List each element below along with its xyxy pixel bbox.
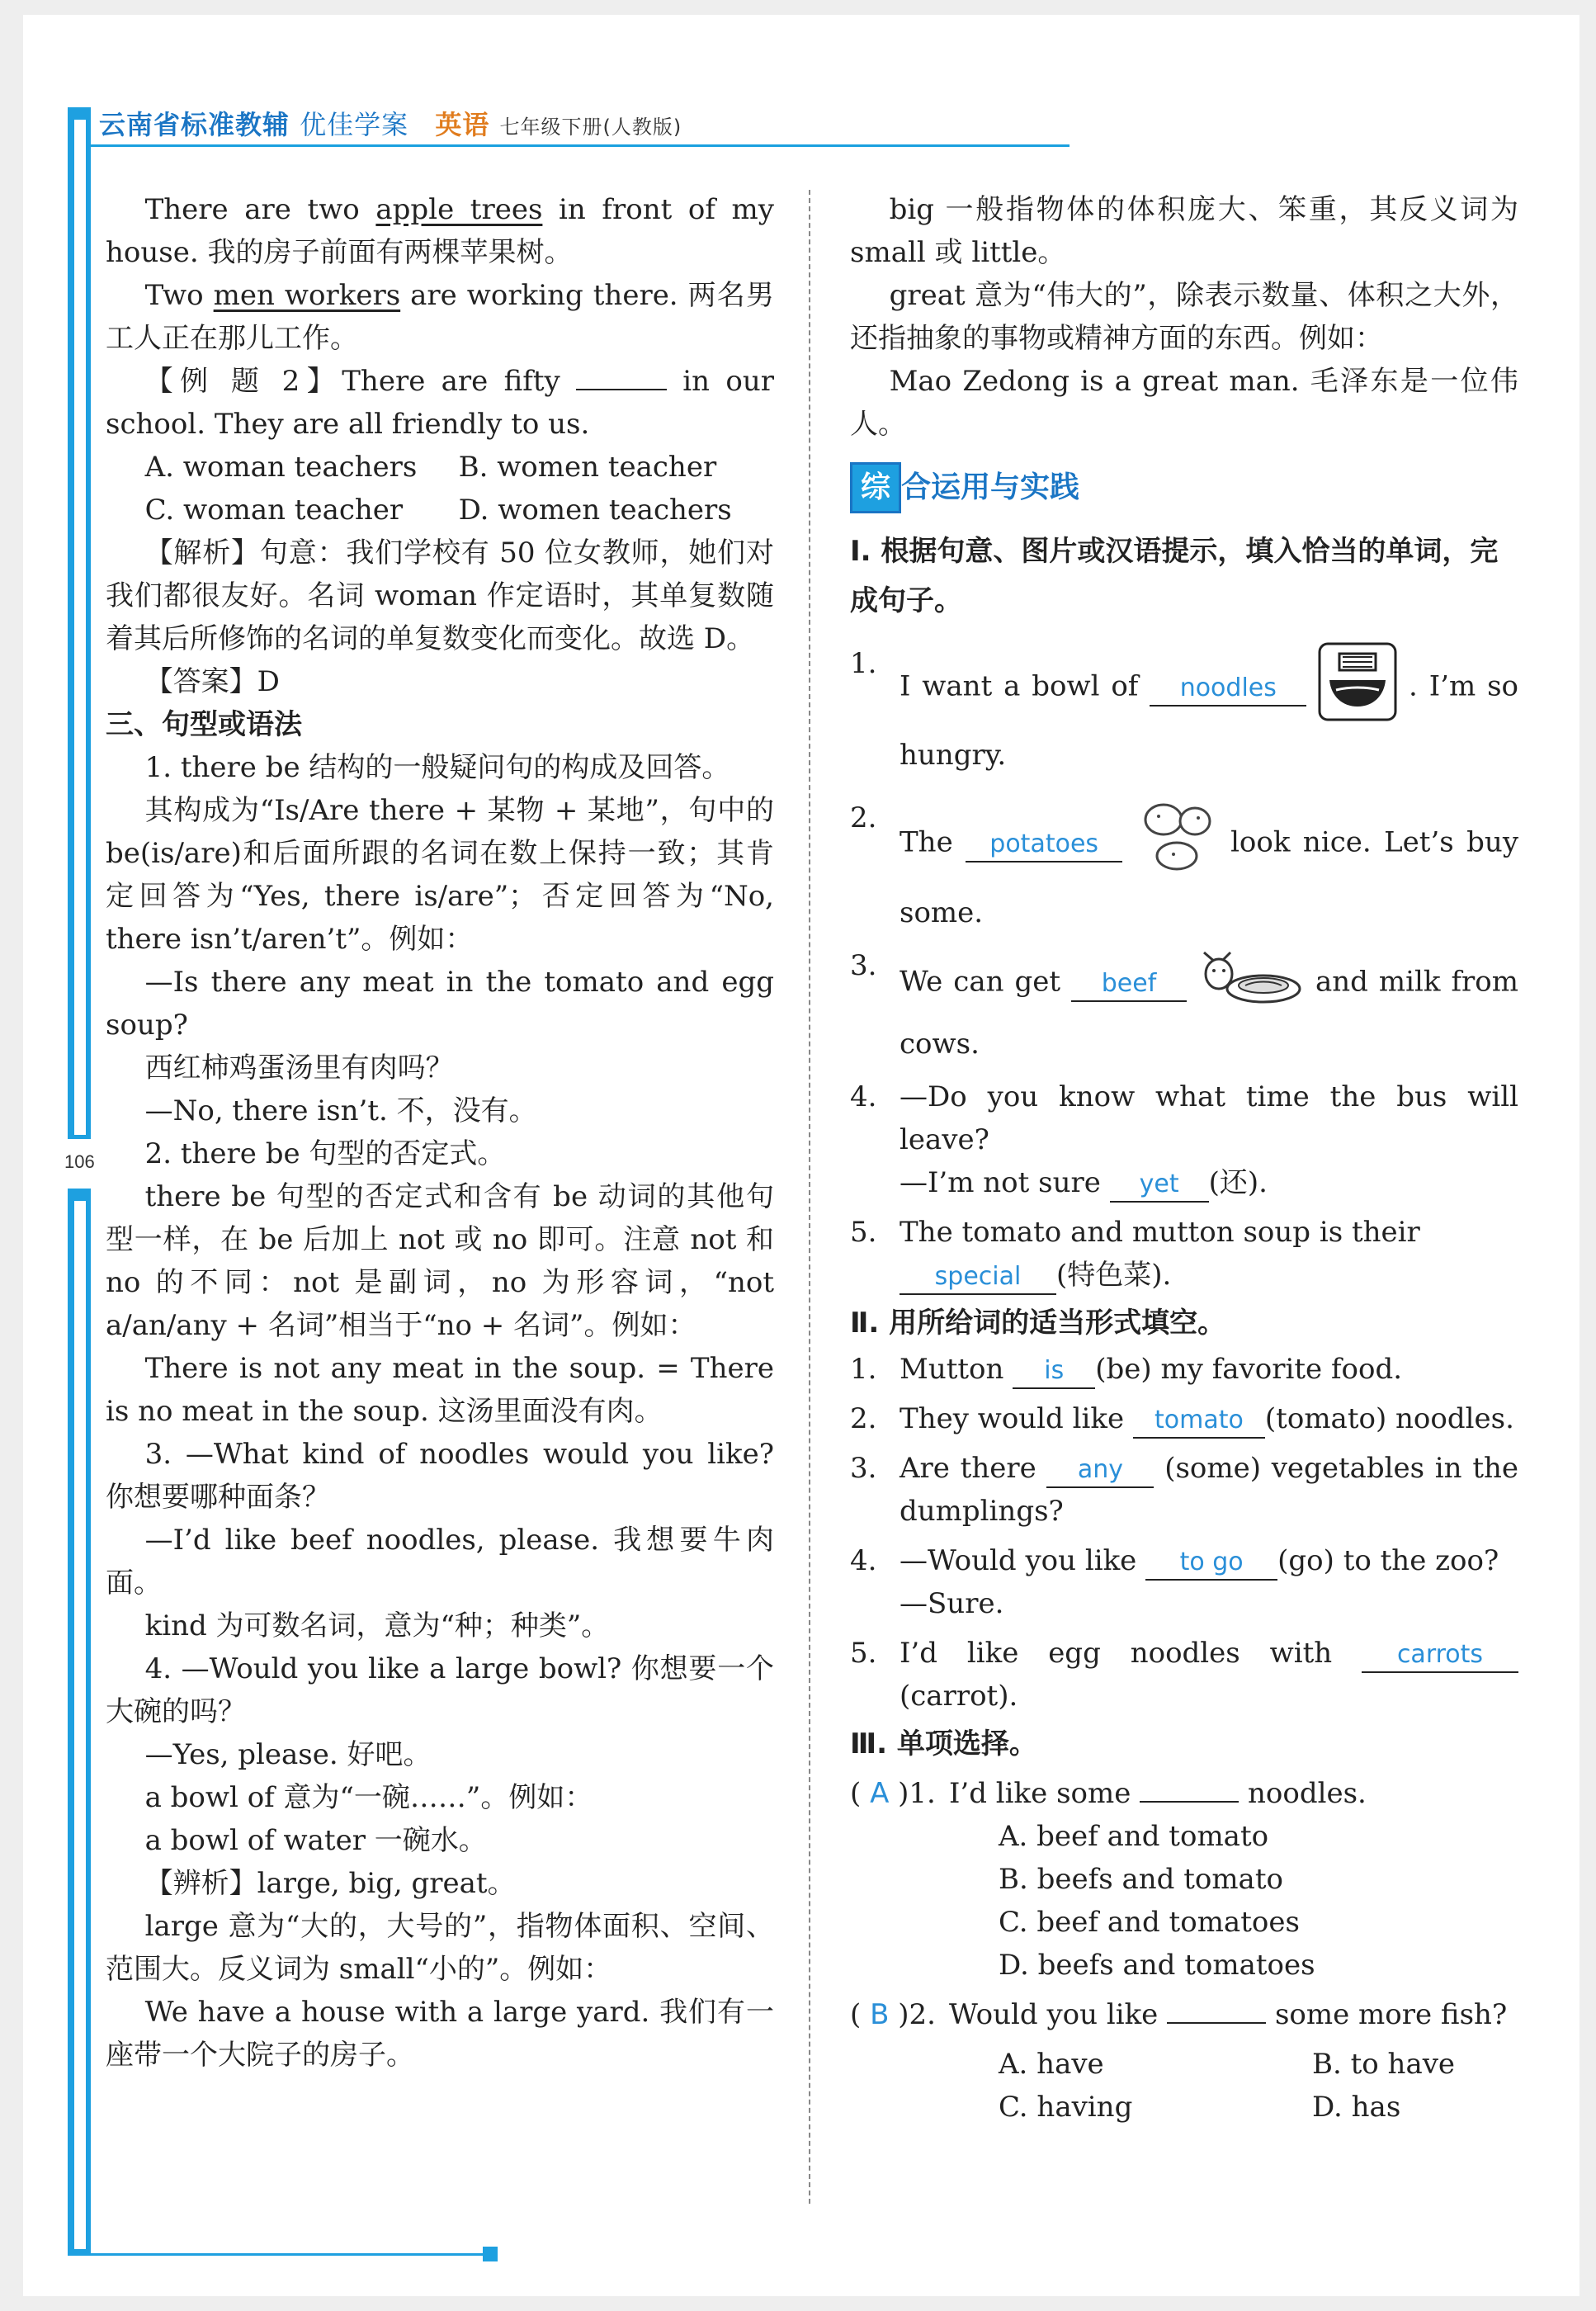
answer-blank[interactable]: to go: [1145, 1546, 1277, 1581]
grammar-point-3-note: kind 为可数名词，意为“种；种类”。: [144, 1609, 610, 1642]
answer-blank[interactable]: tomato: [1133, 1404, 1265, 1439]
choice-1-option-a[interactable]: A. beef and tomato: [999, 1820, 1269, 1853]
choice-2-option-b[interactable]: B. to have: [1312, 2048, 1456, 2081]
choice-question-1: ( A )1. I’d like some noodles.: [850, 1777, 1367, 1810]
right-column: [850, 188, 1518, 2129]
answer-key: 【答案】D: [144, 665, 280, 698]
grammar-point-2-example: There is not any meat in the soup. = There is no meat in the soup. 这汤里面没有肉。: [106, 1352, 774, 1428]
great-explanation: great 意为“伟大的”，除表示数量、体积之大外，还指抽象的事物或精神方面的东西。例如：: [850, 279, 1518, 355]
answer-blank[interactable]: yet: [1110, 1168, 1209, 1203]
answer-blank[interactable]: special: [900, 1260, 1056, 1295]
exercise-1-title: Ⅰ. 根据句意、图片或汉语提示，填入恰当的单词，完成句子。: [850, 535, 1499, 617]
exercise-2-item-5: 5. I’d like egg noodles with carrots(carrot).: [850, 1632, 1518, 1718]
grammar-point-4-example: —Yes, please. 好吧。: [144, 1738, 432, 1771]
answer-blank[interactable]: [1140, 1801, 1239, 1803]
left-column: [106, 188, 774, 2077]
zong-badge: 综: [850, 462, 901, 513]
grammar-point-2-body: there be 句型的否定式和含有 be 动词的其他句型一样，在 be 后加上 not 或 no 即可。注意 not 和 no 的不同：not 是副词，no 为形容词，“not a/an/any + 名词”相当于“no + 名词”。例如：: [106, 1180, 774, 1342]
analysis: 【解析】句意：我们学校有 50 位女教师，她们对我们都很友好。名词 woman 作定语时，其单复数随着其后所修饰的名词的单复数变化而变化。故选 D。: [106, 536, 774, 655]
bianxi-heading: 【辨析】large, big, great。: [144, 1867, 516, 1900]
header-grade: 七年级下册(人教版): [499, 116, 682, 139]
answer-blank[interactable]: any: [1046, 1453, 1154, 1488]
choice-answer: A: [870, 1777, 890, 1810]
exercise-2-item-3: 3. Are there any (some) vegetables in the dumplings?: [850, 1452, 1518, 1528]
footer-rule: [68, 2253, 497, 2256]
exercise-2-item-4: 4. —Would you like to go (go) to the zoo? —Sure.: [850, 1544, 1499, 1620]
page-header: [99, 104, 682, 142]
header-series: 云南省标准教辅: [99, 109, 290, 140]
grammar-point-3-title: 3. —What kind of noodles would you like? 你想要哪种面条？: [106, 1438, 774, 1514]
example-question-2: 【例 题 2】There are fifty in our school. They are all friendly to us.: [106, 365, 774, 441]
answer-blank[interactable]: noodles: [1150, 672, 1306, 707]
exercise-3-title: Ⅲ. 单项选择。: [850, 1727, 1037, 1760]
exercise-1-item-1: 1. I want a bowl of noodles . I’m so hungry.: [850, 642, 1518, 777]
answer-blank[interactable]: potatoes: [966, 828, 1122, 862]
sidebar-bar-bottom-inner: [74, 1201, 86, 2249]
exercise-2-item-1: 1. Mutton is (be) my favorite food.: [850, 1348, 1518, 1391]
section-heading-grammar: 三、句型或语法: [106, 708, 302, 741]
potatoes-icon: [1136, 796, 1218, 891]
choice-2-options-row-2: [850, 2086, 1518, 2129]
choice-question-2: ( B )2. Would you like some more fish?: [850, 1998, 1508, 2031]
footer-marker: [483, 2247, 498, 2261]
grammar-point-2-title: 2. there be 句型的否定式。: [144, 1137, 506, 1170]
choice-2-option-a[interactable]: A. have: [999, 2048, 1104, 2081]
large-example: We have a house with a large yard. 我们有一座带一个大院子的房子。: [106, 1996, 774, 2072]
example-options-row-2: C. woman teacher D. women teachers: [144, 494, 732, 527]
grammar-point-1-example: —Is there any meat in the tomato and egg soup?: [106, 966, 774, 1042]
great-example: Mao Zedong is a great man. 毛泽东是一位伟人。: [850, 365, 1518, 441]
page-number: 106: [64, 1151, 95, 1172]
example-sentence-1: There are two apple trees in front of my house. 我的房子前面有两棵苹果树。: [106, 193, 774, 269]
noodle-bowl-icon: [1318, 642, 1397, 734]
column-divider: [809, 190, 810, 2204]
answer-blank[interactable]: [576, 389, 667, 390]
big-explanation: big 一般指物体的体积庞大、笨重，其反义词为 small 或 little。: [850, 193, 1518, 269]
sidebar-bar-top-inner: [74, 120, 86, 1135]
exercise-2-title: Ⅱ. 用所给词的适当形式填空。: [850, 1307, 1226, 1340]
choice-2-options-row-1: [850, 2043, 1518, 2086]
header-rule: [79, 144, 1070, 147]
large-explanation: large 意为“大的，大号的”，指物体面积、空间、范围大。反义词为 small“小的”。例如：: [106, 1910, 774, 1986]
grammar-point-4-note: a bowl of 意为“一碗……”。例如：: [144, 1781, 593, 1814]
header-book: 优佳学案: [300, 109, 409, 140]
example-options-row-1: A. woman teachers B. women teacher: [144, 451, 717, 484]
example-sentence-2: Two men workers are working there. 两名男工人正在那儿工作。: [106, 279, 774, 355]
choice-2-option-c[interactable]: C. having: [999, 2091, 1133, 2124]
practice-section-banner: [850, 462, 1079, 513]
exercise-1-item-2: 2. The potatoes look nice. Let’s buy some.: [850, 796, 1518, 934]
choice-2-option-d[interactable]: D. has: [1312, 2091, 1401, 2124]
choice-1-option-d[interactable]: D. beefs and tomatoes: [999, 1949, 1315, 1982]
grammar-point-4-note-example: a bowl of water 一碗水。: [144, 1824, 487, 1857]
answer-blank[interactable]: is: [1013, 1354, 1095, 1389]
practice-section-title: 合运用与实践: [901, 470, 1080, 504]
choice-1-option-c[interactable]: C. beef and tomatoes: [999, 1906, 1300, 1939]
choice-answer: B: [870, 1998, 890, 2031]
exercise-2-item-2: 2. They would like tomato (tomato) noodles.: [850, 1397, 1518, 1440]
cow-beef-icon: [1197, 944, 1305, 1023]
answer-blank[interactable]: [1167, 2022, 1266, 2024]
choice-1-option-b[interactable]: B. beefs and tomato: [999, 1863, 1283, 1896]
header-subject: 英语: [435, 109, 490, 140]
exercise-1-item-5: 5. The tomato and mutton soup is their special (特色菜).: [850, 1211, 1518, 1297]
exercise-1-item-3: 3. We can get beef and milk from cows.: [850, 944, 1518, 1066]
answer-blank[interactable]: carrots: [1362, 1638, 1518, 1673]
grammar-point-1-body: 其构成为“Is/Are there + 某物 + 某地”，句中的 be(is/are)和后面所跟的名词在数上保持一致；其肯定回答为“Yes, there is/are”；否定回答为“No, there isn’t/aren’t”。例如：: [106, 794, 774, 956]
exercise-1-item-4: 4. —Do you know what time the bus will leave? —I’m not sure yet (还).: [850, 1075, 1518, 1204]
grammar-point-1-translation: 西红柿鸡蛋汤里有肉吗？: [144, 1052, 454, 1085]
grammar-point-1-reply: —No, there isn’t. 不，没有。: [144, 1094, 537, 1127]
grammar-point-3-example: —I’d like beef noodles, please. 我想要牛肉面。: [106, 1524, 774, 1600]
grammar-point-1-title: 1. there be 结构的一般疑问句的构成及回答。: [144, 751, 730, 784]
grammar-point-4-title: 4. —Would you like a large bowl? 你想要一个大碗的吗？: [106, 1652, 774, 1728]
answer-blank[interactable]: beef: [1071, 967, 1187, 1002]
